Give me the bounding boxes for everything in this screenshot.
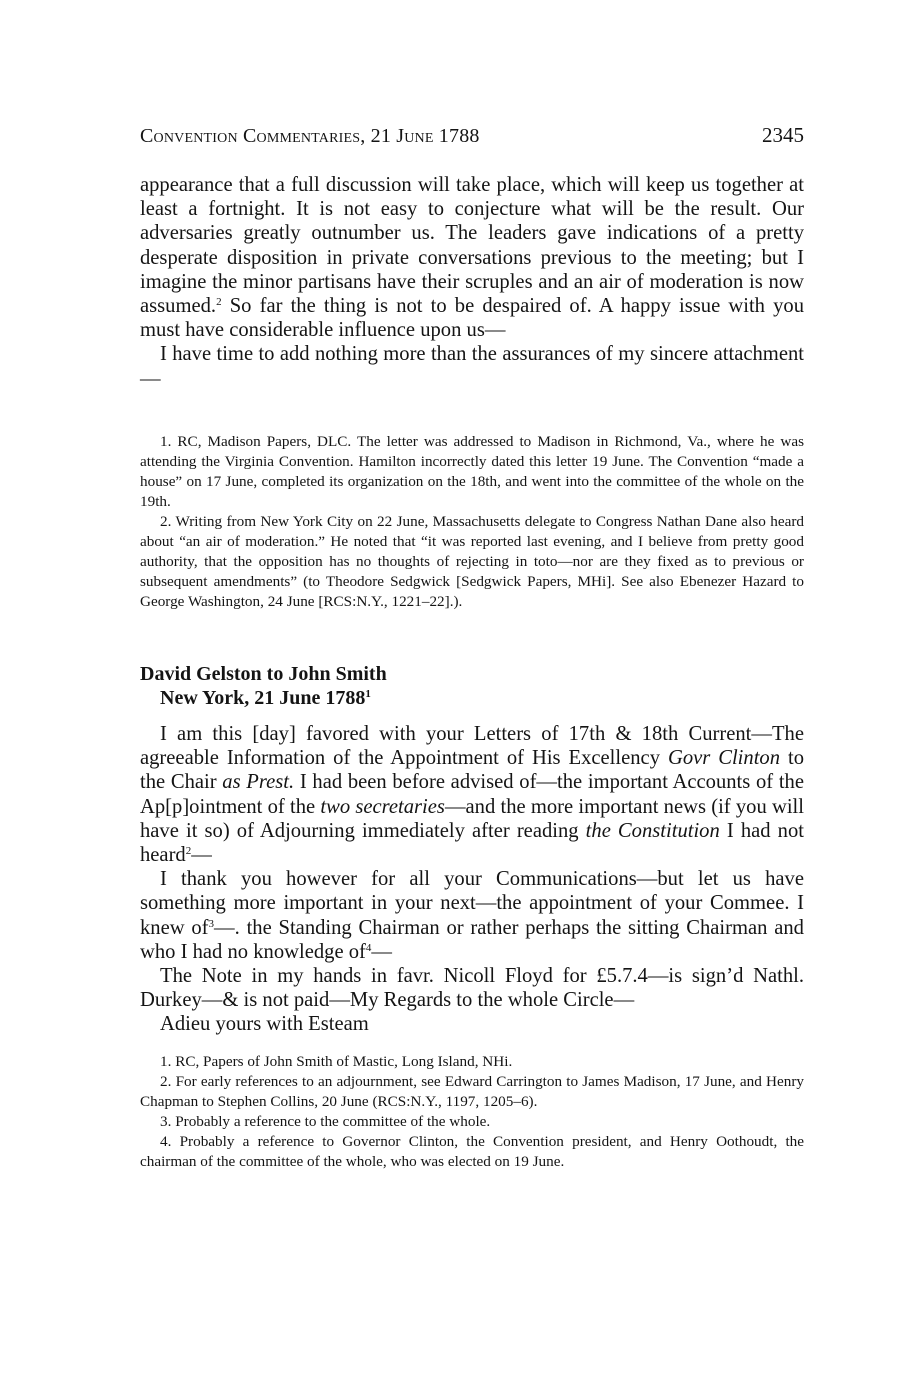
footnote-ref: 3 (208, 917, 215, 930)
footnote-ref: 2 (216, 296, 222, 309)
document-dateline: New York, 21 June 1788$^1$ (160, 687, 371, 709)
footnote-ref: 1 (365, 688, 371, 700)
letter2-footnote-4: 4. Probably a reference to Governor Clinton, the Convention president, and Henry Oothoudt, the chairman of the committee of the whole, who was elected on 19 June. (140, 1133, 804, 1170)
letter1-paragraph-2: I have time to add nothing more than the assurances of my sincere attachment— (140, 343, 804, 390)
letter1-footnote-1: 1. RC, Madison Papers, DLC. The letter was addressed to Madison in Richmond, Va., where he was attending the Virginia Convention. Hamilton incorrectly dated this letter 19 June. The Convention “made a house” on 17 June, completed its organization on the 18th, and went into the committee of the whole on the 19th. (140, 433, 804, 510)
footnote-ref: 4 (365, 941, 372, 954)
document-title: David Gelston to John Smith (140, 663, 387, 685)
letter2-body (140, 722, 804, 1037)
letter2-paragraph-3: The Note in my hands in favr. Nicoll Floyd for £5.7.4—is sign’d Nathl. Durkey—& is not paid—My Regards to the whole Circle— (140, 965, 804, 1012)
letter1-footnote-2: 2. Writing from New York City on 22 June, Massachusetts delegate to Congress Nathan Dane also heard about “an air of moderation.” He noted that “it was reported last evening, and I believe from pretty good authority, that the opposition has no thoughts of rejecting in toto—nor are they fixed as to previous or subsequent amendments” (to Theodore Sedgwick [Sedgwick Papers, MHi]. See also Ebenezer Hazard to George Washington, 24 June [RCS:N.Y., 1221–22].). (140, 513, 804, 610)
letter1-body (140, 173, 804, 391)
letter2-footnote-1: 1. RC, Papers of John Smith of Mastic, Long Island, NHi. (160, 1053, 513, 1070)
page-number: 2345 (762, 123, 804, 147)
letter2-footnote-3: 3. Probably a reference to the committee of the whole. (160, 1113, 491, 1130)
letter1-paragraph-1: appearance that a full discussion will take place, which will keep us together at least a fortnight. It is not easy to conjecture what will be the result. Our adversaries greatly outnumber us. The leaders gave indications of a pretty desperate disposition in private conversations previous to the meeting; but I imagine the minor partisans have their scruples and an air of moderation is now assumed.$^2$ So far the thing is not to be despaired of. A happy issue with you must have considerable influence upon us— (140, 174, 804, 342)
running-title: Convention Commentaries, 21 June 1788 (140, 125, 480, 147)
letter2-paragraph-1: I am this [day] favored with your Letters of 17th & 18th Current—The agreeable Information of the Appointment of His Excellency Govr Clinton to the Chair as Prest. I had been before advised of—the important Accounts of the Ap[p]ointment of the two secretaries—and the more important news (if you will have it so) of Adjourning immediately after reading the Constitution I had not heard$^2$— (140, 723, 805, 867)
letter2-footnote-2: 2. For early references to an adjournment, see Edward Carrington to James Madison, 17 June, and Henry Chapman to Stephen Collins, 20 June (RCS:N.Y., 1197, 1205–6). (140, 1073, 804, 1110)
letter2-closing: Adieu yours with Esteam (160, 1013, 369, 1036)
letter2-footnotes (140, 1052, 804, 1172)
letter2-paragraph-2: I thank you however for all your Communications—but let us have something more important in your next—the appointment of your Commee. I knew $of^3—$. the Standing Chairman or rather perhaps the sitting Chairman and who I had no knowledge $of^4—$ (140, 868, 804, 963)
letter1-footnotes (140, 432, 804, 612)
document-heading (140, 662, 804, 710)
running-header (140, 123, 804, 148)
footnote-ref: 2 (185, 845, 192, 858)
